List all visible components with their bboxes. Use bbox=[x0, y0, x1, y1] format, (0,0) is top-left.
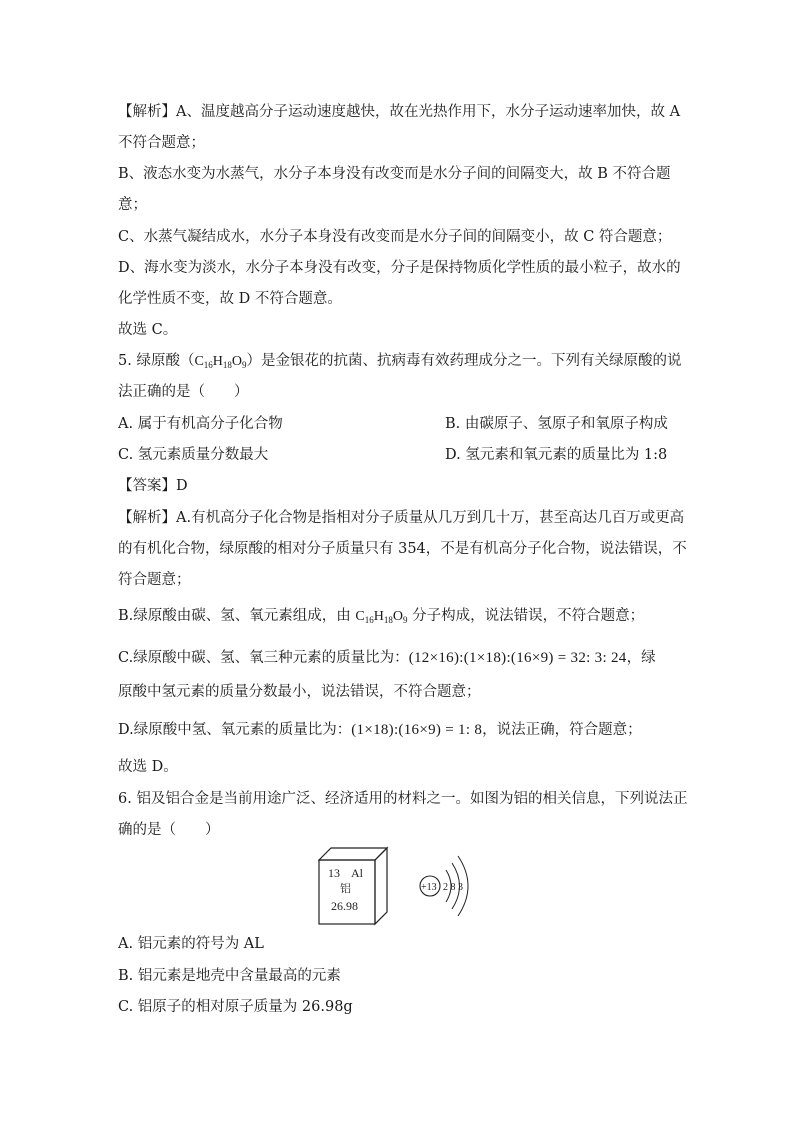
analysis-choice-d: 故选 D。 bbox=[118, 759, 178, 775]
analysis-line-3: B、液态水变为水蒸气，水分子本身没有改变而是水分子间的间隔变大，故 B 不符合题 bbox=[118, 166, 671, 182]
analysis-text: A、温度越高分子运动速度越快，故在光热作用下，水分子运动速率加快，故 A bbox=[176, 104, 681, 120]
analysis-line-2: 不符合题意； bbox=[118, 135, 205, 151]
analysis-tag: 【解析】 bbox=[118, 104, 176, 120]
question-5-prefix: 5. 绿原酸（ bbox=[118, 353, 195, 369]
question-5-stem bbox=[118, 351, 682, 372]
analysis-line-5: C、水蒸气凝结成水，水分子本身没有改变而是水分子间的间隔变小，故 C 符合题意； bbox=[118, 229, 672, 245]
option-b: B. 由碳原子、氢原子和氧原子构成 bbox=[445, 416, 668, 432]
analysis-line-7: 化学性质不变，故 D 不符合题意。 bbox=[118, 291, 342, 307]
analysis-line-6: D、海水变为淡水，水分子本身没有改变，分子是保持物质化学性质的最小粒子，故水的 bbox=[118, 260, 681, 276]
question-5-stem-line-2: 法正确的是（ ） bbox=[118, 384, 249, 400]
analysis-line-1 bbox=[118, 102, 680, 122]
analysis-a-line-2: 的有机化合物，绿原酸的相对分子质量只有 354，不是有机高分子化合物，说法错误，不 bbox=[118, 541, 687, 557]
analysis-b: B.绿原酸由碳、氢、氧元素组成，由 $C_{16}H_{18}O_9$ 分子构成，说法错误，不符合题意； bbox=[118, 608, 645, 625]
analysis-line-4: 意； bbox=[118, 197, 147, 213]
nucleus-charge: +13 bbox=[421, 882, 437, 893]
analysis-a-line-3: 符合题意； bbox=[118, 572, 191, 588]
analysis-c-line-2: 原酸中氢元素的质量分数最小，说法错误，不符合题意； bbox=[118, 684, 481, 700]
analysis-d: D.绿原酸中氢、氧元素的质量比为：(1×18):(16×9) = 1: 8，说法正确，符合题意； bbox=[118, 722, 642, 738]
atomic-mass: 26.98 bbox=[331, 899, 358, 913]
q6-option-b: B. 铝元素是地壳中含量最高的元素 bbox=[118, 968, 341, 984]
aluminum-element-figure bbox=[318, 846, 488, 926]
analysis-c-line-1: C.绿原酸中碳、氢、氧三种元素的质量比为：(12×16):(1×18):(16×9) = 32: 3: 24，绿 bbox=[118, 650, 656, 666]
question-5-suffix: ）是金银花的抗菌、抗病毒有效药理成分之一。下列有关绿原酸的说 bbox=[246, 353, 682, 369]
chemical-formula: $C_{16}H_{18}O_9$ bbox=[355, 609, 408, 625]
atomic-number: 13 bbox=[328, 866, 340, 880]
analysis-choice: 故选 C。 bbox=[118, 322, 178, 338]
question-6-stem-line-2: 确的是（ ） bbox=[118, 822, 220, 838]
option-a: A. 属于有机高分子化合物 bbox=[118, 416, 283, 432]
q6-option-c: C. 铝原子的相对原子质量为 26.98g bbox=[118, 999, 353, 1015]
element-name: 铝 bbox=[340, 882, 351, 895]
element-symbol: Al bbox=[351, 866, 363, 880]
chemical-formula: $C_{16}H_{18}O_9$ bbox=[194, 354, 247, 370]
mass-ratio-formula: (1×18):(16×9) = 1: 8 bbox=[351, 722, 483, 738]
analysis-a-line-1: 【解析】A.有机高分子化合物是指相对分子质量从几万到几十万，甚至高达几百万或更高 bbox=[118, 510, 685, 526]
mass-ratio-formula: (12×16):(1×18):(16×9) = 32: 3: 24 bbox=[408, 650, 627, 666]
answer-label: 【答案】D bbox=[118, 478, 188, 494]
question-6-stem: 6. 铝及铝合金是当前用途广泛、经济适用的材料之一。如图为铝的相关信息，下列说法正 bbox=[118, 791, 688, 807]
option-d: D. 氢元素和氧元素的质量比为 1:8 bbox=[445, 447, 668, 463]
electron-shells: 2 8 3 bbox=[443, 882, 463, 893]
q6-option-a: A. 铝元素的符号为 AL bbox=[118, 936, 264, 952]
option-c: C. 氢元素质量分数最大 bbox=[118, 447, 269, 463]
atomic-structure-diagram bbox=[420, 856, 468, 916]
